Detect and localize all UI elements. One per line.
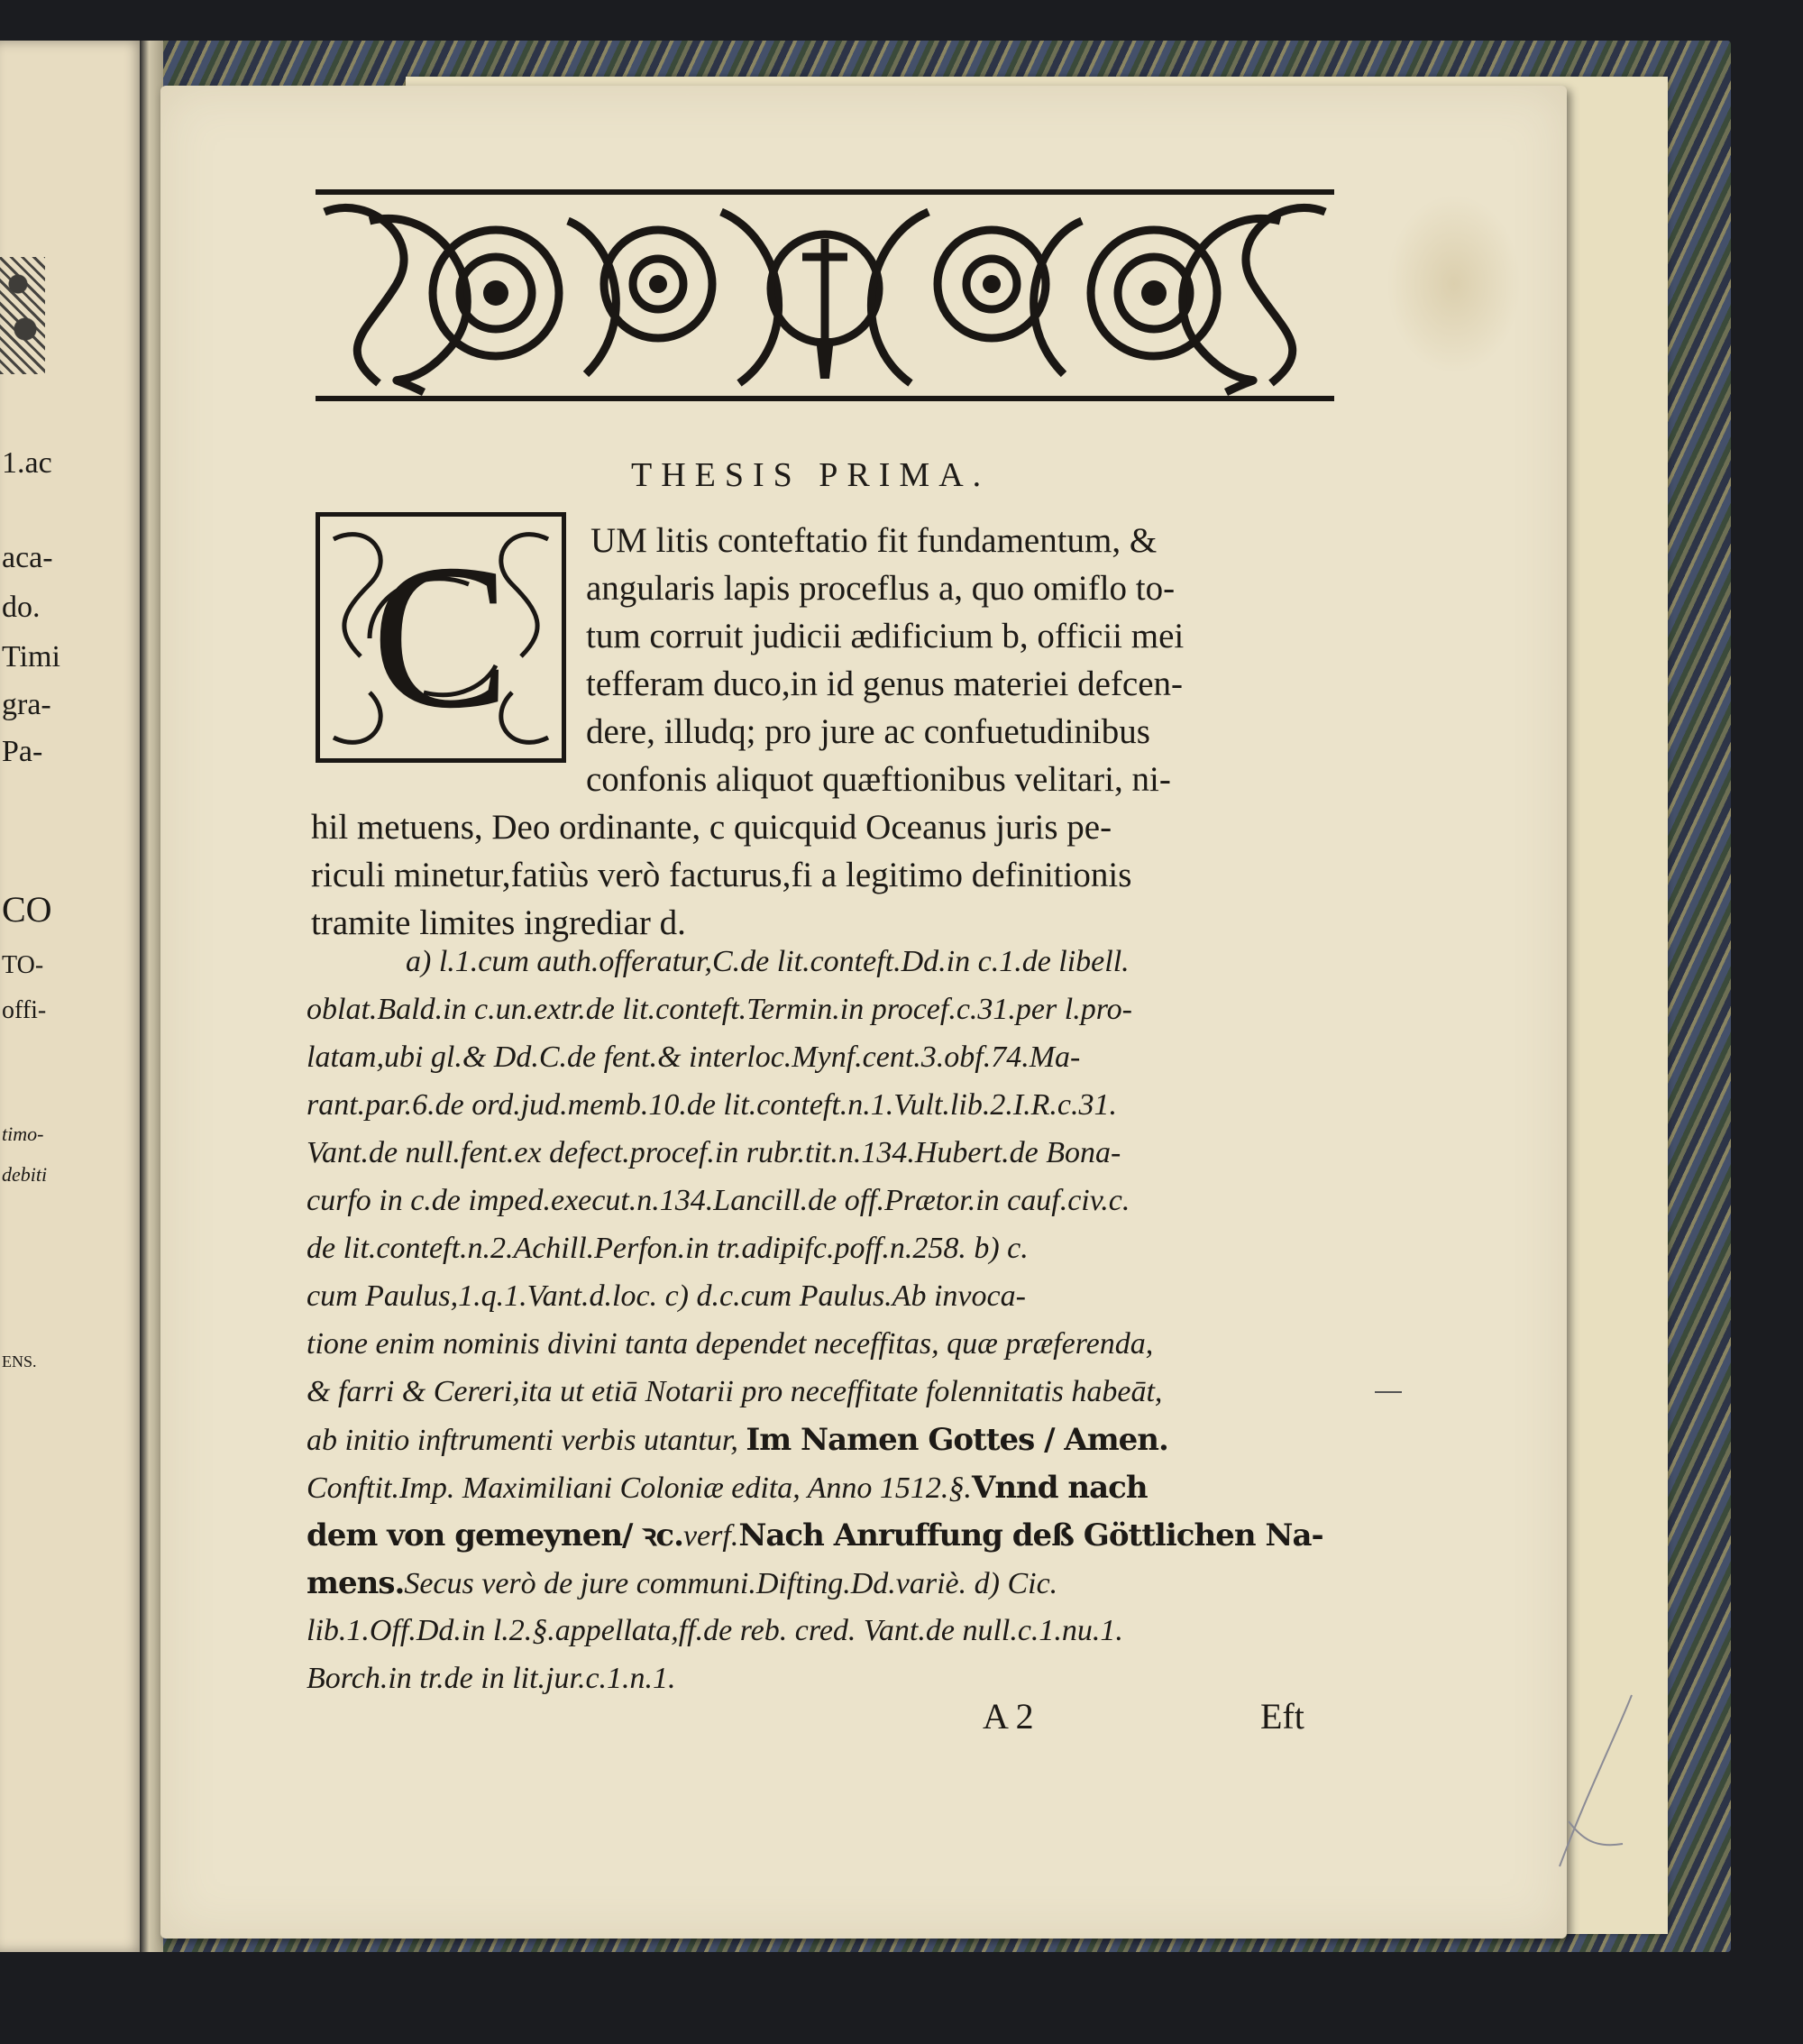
left-fragment: 1.ac (2, 446, 52, 480)
mixed-line (307, 1472, 1148, 1504)
left-fragment: ENS. (2, 1352, 37, 1370)
signature-mark: A 2 (983, 1696, 1034, 1737)
left-fragment: Pa- (2, 735, 43, 768)
margin-mark (1375, 1391, 1402, 1393)
text-line: confonis aliquot quæftionibus velitari, ni- (586, 760, 1171, 799)
note-line: tione enim nominis divini tanta dependet neceffitas, quæ præferenda, (307, 1327, 1154, 1361)
latin-segment: Secus verò de jure communi.Difting.Dd.variè. d) Cic. (404, 1567, 1058, 1600)
note-line: curfo in c.de imped.execut.n.134.Lancill.de off.Prætor.in cauf.civ.c. (307, 1184, 1130, 1217)
latin-segment: Conftit.Imp. Maximiliani Coloniæ edita, Anno 1512.§. (307, 1471, 972, 1505)
left-fragment: TO- (2, 951, 44, 979)
text-line: tum corruit judicii ædificium b, officii mei (586, 617, 1185, 655)
text-line: tefferam duco,in id genus materiei defcen- (586, 665, 1183, 703)
note-line: latam,ubi gl.& Dd.C.de fent.& interloc.Mynf.cent.3.obf.74.Ma- (307, 1040, 1081, 1074)
left-fragment: aca- (2, 541, 53, 574)
text-line: tramite limites ingrediar d. (311, 903, 686, 942)
initial-letter-glyph: C (371, 521, 510, 751)
left-fragment: offi- (2, 996, 47, 1024)
note-line: & farri & Cereri,ita ut etiā Notarii pro neceffitate folennitatis habeāt, (307, 1375, 1163, 1408)
latin-segment: verf. (682, 1519, 739, 1553)
german-segment: Im Namen Gottes / Amen. (746, 1422, 1168, 1458)
left-fragment: debiti (2, 1163, 48, 1186)
mixed-line (307, 1517, 1323, 1554)
german-segment: Vnnd nach (971, 1470, 1148, 1506)
left-ornament (0, 257, 45, 374)
note-line: lib.1.Off.Dd.in l.2.§.appellata,ff.de reb. cred. Vant.de null.c.1.nu.1. (307, 1614, 1123, 1647)
note-line: Vant.de null.fent.ex defect.procef.in rubr.tit.n.134.Hubert.de Bona- (307, 1136, 1121, 1169)
left-fragment: do. (2, 591, 41, 624)
pencil-mark (1533, 1686, 1641, 1884)
thesis-title: THESIS PRIMA. (631, 456, 991, 494)
decorated-initial (316, 512, 566, 763)
text-line: dere, illudq; pro jure ac confuetudinibus (586, 712, 1150, 751)
note-line: de lit.conteft.n.2.Achill.Perfon.in tr.adipifc.poff.n.258. b) c. (307, 1232, 1029, 1265)
left-fragment: CO (2, 889, 52, 930)
text-line: UM litis conteftatio fit fundamentum, & (590, 521, 1158, 560)
mixed-line (307, 1565, 1058, 1601)
german-segment: dem von gemeynen/ ꝛc. (307, 1517, 683, 1554)
left-page (0, 41, 144, 1952)
text-line: hil metuens, Deo ordinante, c quicquid Oceanus juris pe- (311, 808, 1112, 847)
left-fragment: timo- (2, 1123, 44, 1145)
text-line: riculi minetur,fatiùs verò facturus,fi a legitimo definitionis (311, 856, 1132, 894)
note-line: Borch.in tr.de in lit.jur.c.1.n.1. (307, 1662, 676, 1695)
left-fragment: Timi (2, 640, 60, 674)
text-line: angularis lapis proceflus a, quo omiflo to- (586, 569, 1176, 608)
woodcut-headpiece (316, 185, 1334, 406)
left-fragment: gra- (2, 688, 51, 721)
note-line: a) l.1.cum auth.offeratur,C.de lit.conteft.Dd.in c.1.de libell. (406, 945, 1130, 978)
mixed-line (307, 1422, 1168, 1458)
catchword: Eft (1260, 1696, 1304, 1737)
latin-segment: ab initio inftrumenti verbis utantur, (307, 1424, 746, 1457)
note-line: cum Paulus,1.q.1.Vant.d.loc. c) d.c.cum Paulus.Ab invoca- (307, 1279, 1026, 1313)
paper-stain (1387, 194, 1522, 374)
german-segment: Nach Anruffung deß Göttlichen Na- (738, 1517, 1323, 1554)
german-segment: mens. (307, 1565, 405, 1601)
note-line: rant.par.6.de ord.jud.memb.10.de lit.conteft.n.1.Vult.lib.2.I.R.c.31. (307, 1088, 1118, 1122)
note-line: oblat.Bald.in c.un.extr.de lit.conteft.Termin.in procef.c.31.per l.pro- (307, 993, 1132, 1026)
